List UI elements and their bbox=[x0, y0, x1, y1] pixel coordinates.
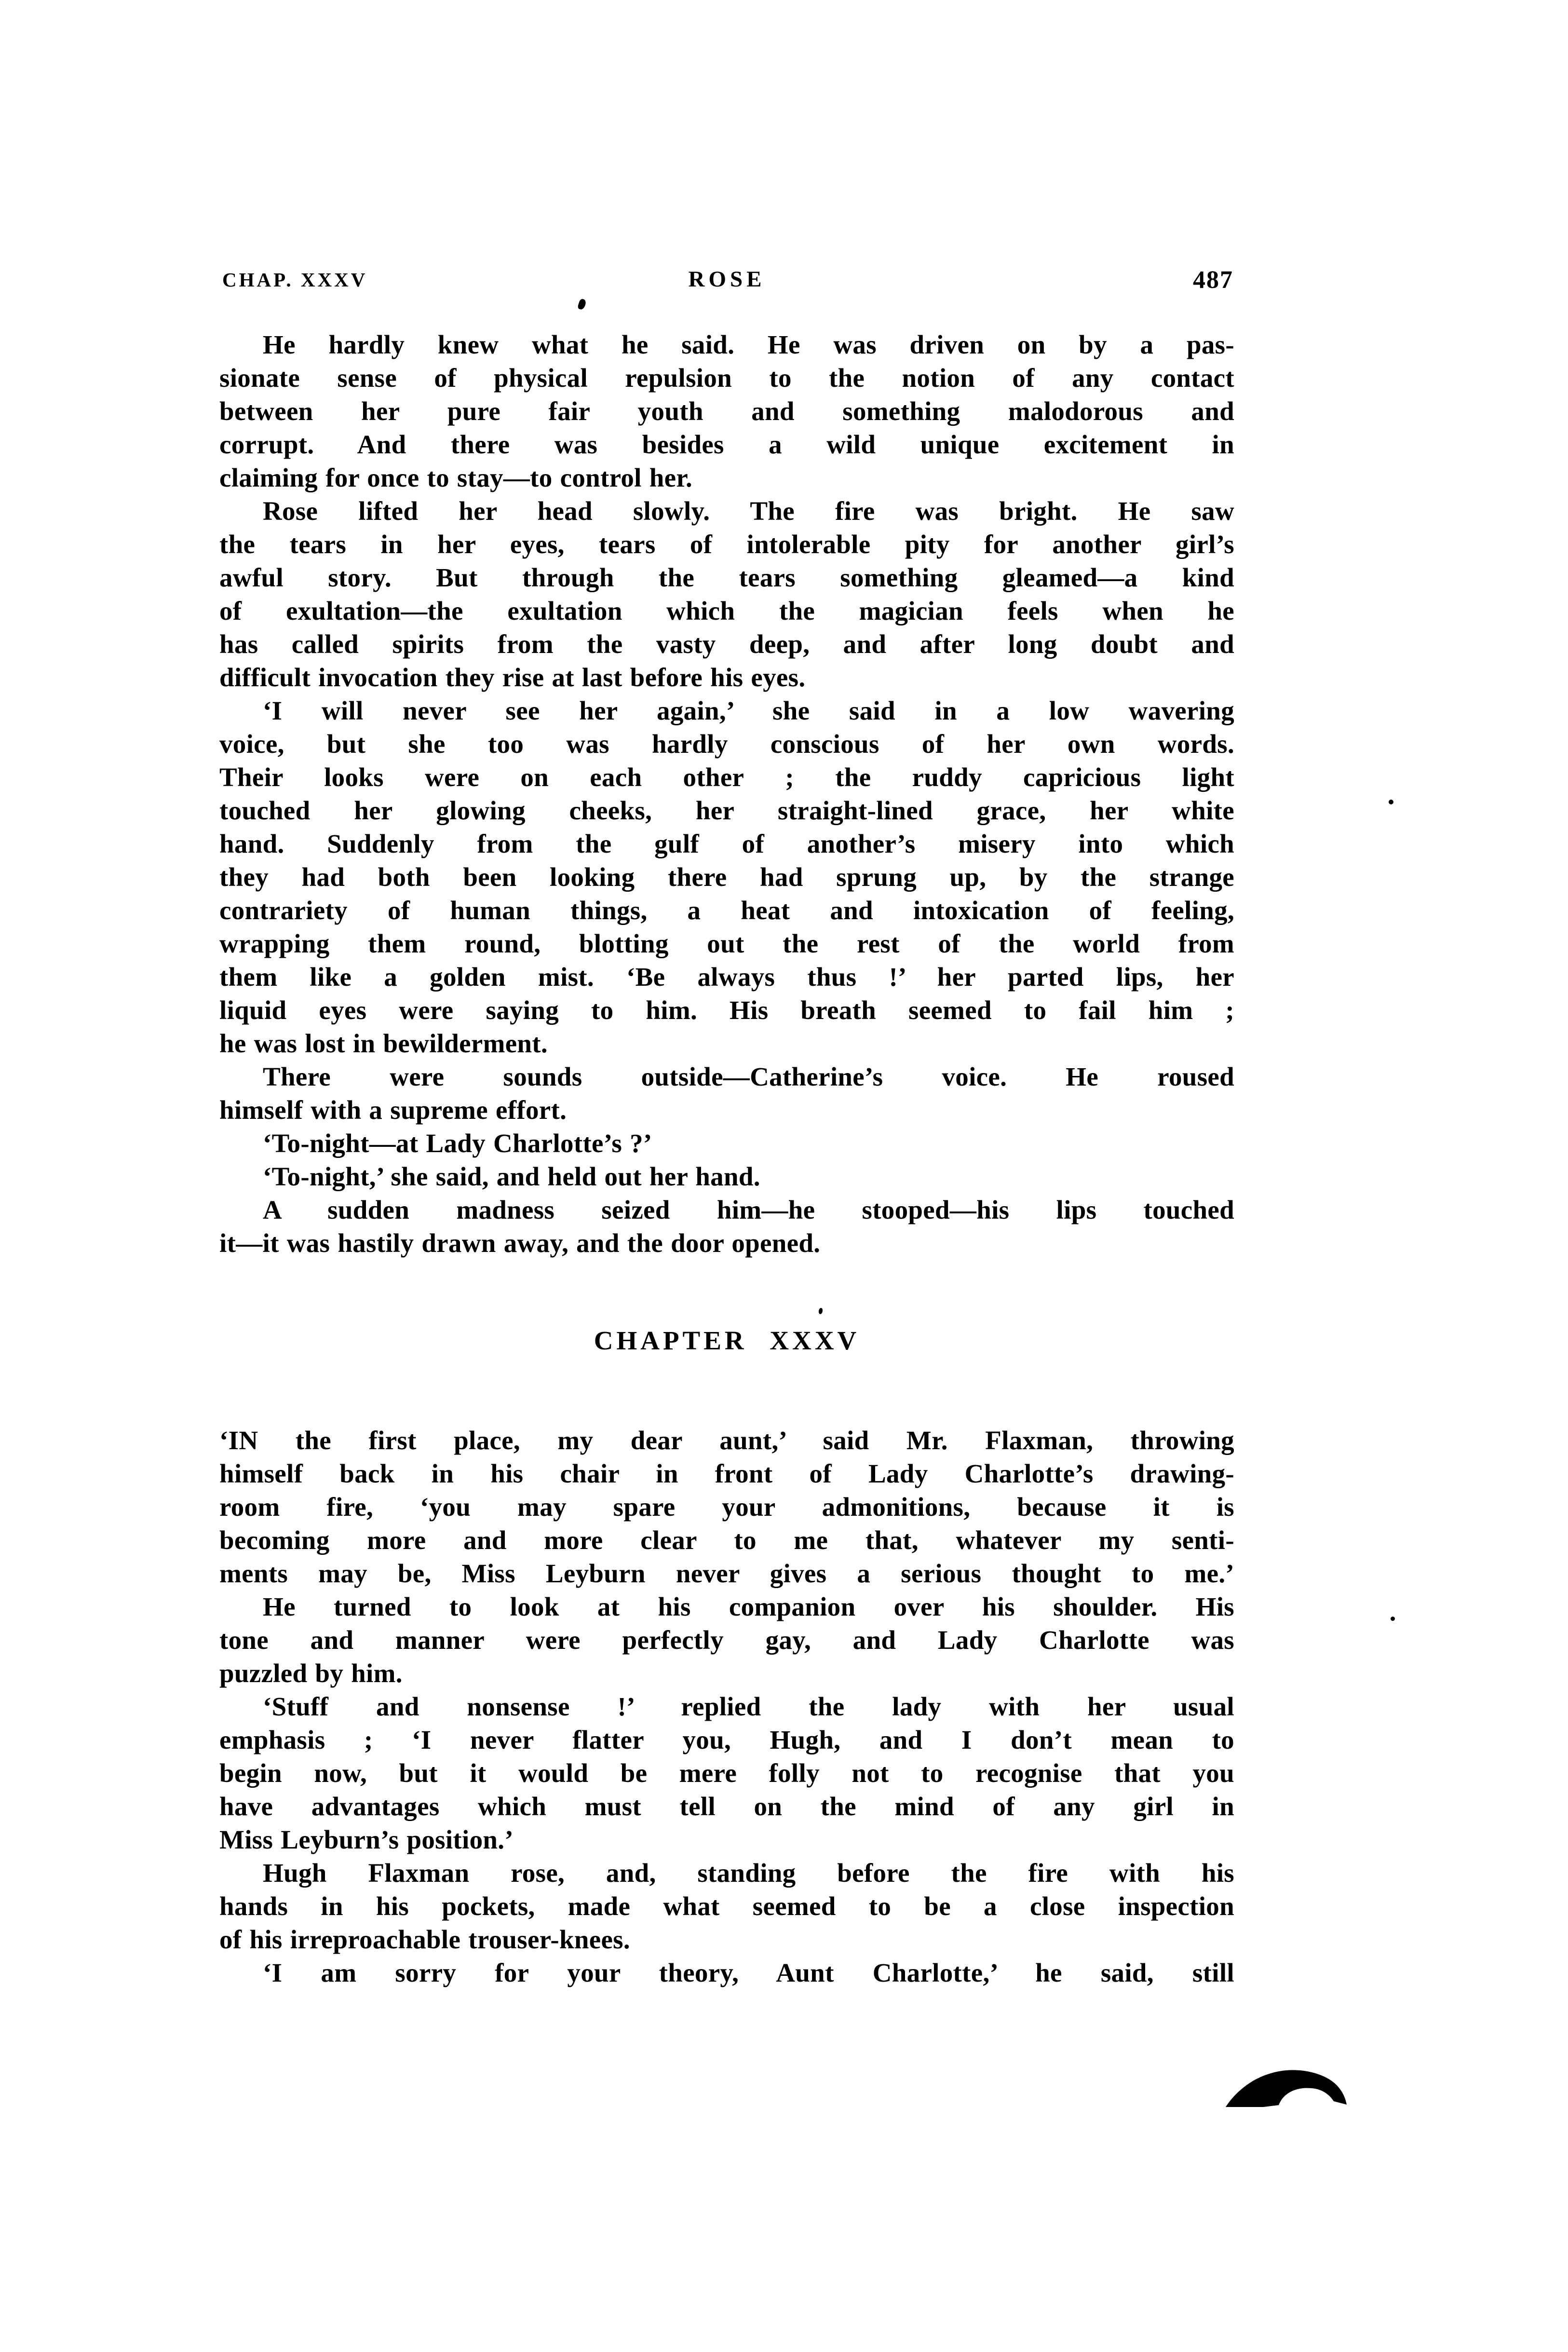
text-line: have advantages which must tell on the mind of any girl in bbox=[219, 1792, 1234, 1821]
text-line: corrupt. And there was besides a wild unique excitement in bbox=[219, 430, 1234, 459]
paragraph bbox=[219, 1127, 1234, 1160]
text-line: Miss Leyburn’s position.’ bbox=[219, 1825, 514, 1854]
text-line: becoming more and more clear to me that, whatever my senti- bbox=[219, 1525, 1234, 1555]
text-line: ‘IN the first place, my dear aunt,’ said Mr. Flaxman, throwing bbox=[219, 1426, 1234, 1455]
text-line: Their looks were on each other ; the ruddy capricious light bbox=[219, 762, 1234, 792]
paragraph bbox=[219, 494, 1234, 694]
scan-speck-icon bbox=[1389, 800, 1393, 804]
paragraph bbox=[219, 1424, 1234, 1590]
paragraph bbox=[219, 1060, 1234, 1127]
text-line: begin now, but it would be mere folly not to recognise that you bbox=[219, 1758, 1234, 1788]
scan-speck-icon bbox=[1391, 1617, 1395, 1621]
body-text-section-2 bbox=[219, 1424, 1234, 1989]
text-line: tone and manner were perfectly gay, and Lady Charlotte was bbox=[219, 1625, 1234, 1655]
text-line: has called spirits from the vasty deep, and after long doubt and bbox=[219, 629, 1234, 659]
body-text-section-1 bbox=[219, 328, 1234, 1260]
text-line: himself with a supreme effort. bbox=[219, 1095, 567, 1125]
text-line: puzzled by him. bbox=[219, 1659, 403, 1688]
text-line: of exultation—the exultation which the magician feels when he bbox=[219, 596, 1234, 625]
text-line: hands in his pockets, made what seemed to be a close inspection bbox=[219, 1891, 1234, 1921]
text-line: difficult invocation they rise at last before his eyes. bbox=[219, 663, 806, 692]
text-line: wrapping them round, blotting out the rest of the world from bbox=[219, 929, 1234, 958]
header-running-title: ROSE bbox=[688, 267, 766, 292]
text-line: ‘I will never see her again,’ she said in a low wavering bbox=[263, 696, 1234, 725]
text-line: sionate sense of physical repulsion to the notion of any contact bbox=[219, 363, 1234, 393]
text-line: he was lost in bewilderment. bbox=[219, 1029, 548, 1058]
text-line: Hugh Flaxman rose, and, standing before the fire with his bbox=[263, 1858, 1234, 1888]
text-line: ‘To-night—at Lady Charlotte’s ?’ bbox=[263, 1128, 652, 1158]
text-line: himself back in his chair in front of Lady Charlotte’s drawing- bbox=[219, 1459, 1234, 1488]
text-line: He turned to look at his companion over his shoulder. His bbox=[263, 1592, 1234, 1621]
text-line: they had both been looking there had sprung up, by the strange bbox=[219, 862, 1234, 892]
text-column bbox=[219, 260, 1234, 1989]
text-line: claiming for once to stay—to control her. bbox=[219, 463, 693, 492]
text-line: contrariety of human things, a heat and intoxication of feeling, bbox=[219, 896, 1234, 925]
paragraph bbox=[219, 1690, 1234, 1856]
text-line: He hardly knew what he said. He was driven on by a pas- bbox=[263, 330, 1234, 359]
text-line: ments may be, Miss Leyburn never gives a serious thought to me.’ bbox=[219, 1559, 1234, 1588]
header-chapter-label: CHAP. XXXV bbox=[222, 269, 368, 291]
text-line: There were sounds outside—Catherine’s voice. He roused bbox=[263, 1062, 1234, 1091]
chapter-heading: CHAPTER XXXV bbox=[594, 1326, 860, 1355]
running-header bbox=[219, 260, 1234, 292]
text-line: voice, but she too was hardly conscious of her own words. bbox=[219, 729, 1234, 759]
text-line: them like a golden mist. ‘Be always thus !’ her parted lips, her bbox=[219, 962, 1234, 992]
ink-blob-artifact bbox=[1225, 2069, 1348, 2108]
text-line: Rose lifted her head slowly. The fire was bright. He saw bbox=[263, 496, 1234, 526]
text-line: liquid eyes were saying to him. His breath seemed to fail him ; bbox=[219, 995, 1234, 1025]
text-line: of his irreproachable trouser-knees. bbox=[219, 1925, 630, 1954]
text-line: ‘I am sorry for your theory, Aunt Charlotte,’ he said, still bbox=[263, 1958, 1234, 1987]
text-line: A sudden madness seized him—he stooped—his lips touched bbox=[263, 1195, 1234, 1224]
paragraph bbox=[219, 1590, 1234, 1690]
text-line: ‘To-night,’ she said, and held out her hand. bbox=[263, 1162, 760, 1191]
paragraph bbox=[219, 694, 1234, 1060]
text-line: hand. Suddenly from the gulf of another’s misery into which bbox=[219, 829, 1234, 858]
header-page-number: 487 bbox=[1193, 266, 1233, 294]
text-line: it—it was hastily drawn away, and the door opened. bbox=[219, 1228, 821, 1258]
paragraph bbox=[219, 1856, 1234, 1956]
paragraph bbox=[219, 328, 1234, 494]
text-line: touched her glowing cheeks, her straight-lined grace, her white bbox=[219, 796, 1234, 825]
text-line: emphasis ; ‘I never flatter you, Hugh, and I don’t mean to bbox=[219, 1725, 1234, 1754]
paragraph bbox=[219, 1956, 1234, 1989]
text-line: between her pure fair youth and something malodorous and bbox=[219, 396, 1234, 426]
text-line: ‘Stuff and nonsense !’ replied the lady with her usual bbox=[263, 1692, 1234, 1721]
text-line: the tears in her eyes, tears of intolerable pity for another girl’s bbox=[219, 530, 1234, 559]
text-line: room fire, ‘you may spare your admonitions, because it is bbox=[219, 1492, 1234, 1522]
paragraph bbox=[219, 1160, 1234, 1193]
paragraph bbox=[219, 1193, 1234, 1260]
text-line: awful story. But through the tears something gleamed—a kind bbox=[219, 563, 1234, 592]
